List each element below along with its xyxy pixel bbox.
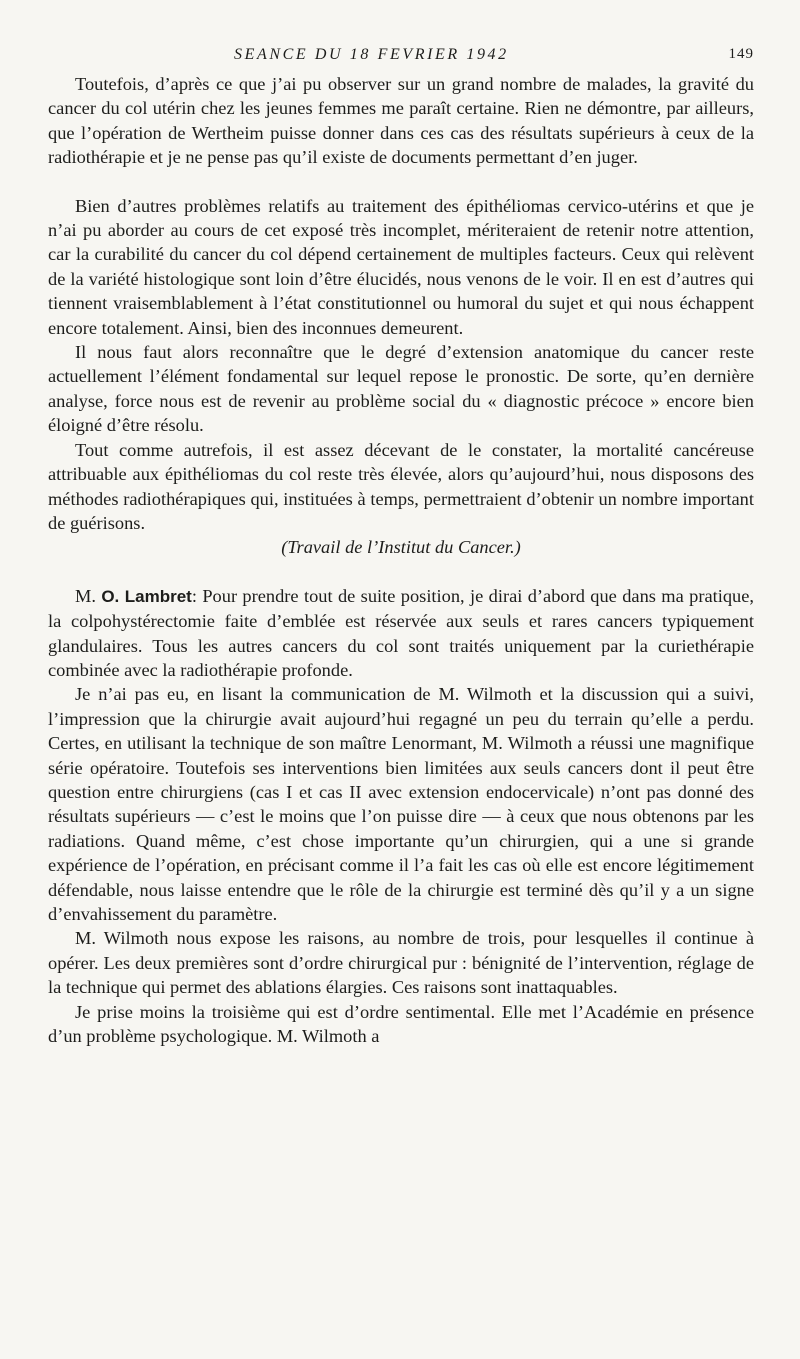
page-header: [48, 38, 754, 72]
document-page: [48, 38, 754, 1048]
paragraph-gap: [48, 170, 754, 194]
paragraph-1: Toutefois, d’après ce que j’ai pu observer sur un grand nombre de malades, la gravité du cancer du col utérin chez les jeunes femmes me paraît certaine. Rien ne démontre, par ailleurs, que l’opération de Wertheim puisse donner dans ces cas des résultats supérieurs à ceux de la radiothérapie et je ne pense pas qu’il existe de documents permettant d’en juger.: [48, 74, 754, 168]
paragraph-8: Je prise moins la troisième qui est d’ordre sentimental. Elle met l’Académie en présence d’un problème psychologique. M. Wilmoth a: [48, 1001, 754, 1047]
source-caption: (Travail de l’Institut du Cancer.): [281, 537, 521, 558]
paragraph-3: Il nous faut alors reconnaître que le degré d’extension anatomique du cancer reste actuellement l’élément fondamental sur lequel repose le pronostic. De sorte, qu’en dernière analyse, force nous est de revenir au problème social du « diagnostic précoce » encore bien éloigné d’être résolu.: [48, 342, 754, 436]
paragraph-6: Je n’ai pas eu, en lisant la communication de M. Wilmoth et la discussion qui a suivi, l’impression que la chirurgie avait aujourd’hui regagné un peu du terrain qu’elle a perdu. Certes, en utilisant la technique de son maître Lenormant, M. Wilmoth a réussi une magnifique série opératoire. Toutefois ses interventions bien limitées aux seuls cancers dont il peut être question entre chirurgiens (cas I et cas II avec extension endocervicale) n’ont pas donné des résultats supérieurs — c’est le moins que l’on puisse dire — à ceux que nous obtenons par les radiations. Quand même, c’est chose importante qu’un chirurgien, qui a une si grande expérience de l’opération, en précisant comme il l’a fait les cas où elle est encore légitimement défendable, nous laisse entendre que le rôle de la chirurgie est terminé dès qu’il y a un signe d’envahissement du paramètre.: [48, 684, 754, 924]
paragraph-5: [48, 584, 754, 683]
paragraph-5-text: : Pour prendre tout de suite position, je dirai d’abord que dans ma pratique, la colpohystérectomie faite d’emblée est réservée aux seuls et rares cancers typiquement glandulaires. Tous les autres cancers du col sont traités uniquement par la curiethérapie combinée avec la radiothérapie profonde.: [48, 585, 754, 680]
running-title: SEANCE DU 18 FEVRIER 1942: [234, 46, 509, 63]
speaker-name: O. Lambret: [101, 586, 192, 606]
paragraph-2: Bien d’autres problèmes relatifs au traitement des épithéliomas cervico-utérins et que je n’ai pu aborder au cours de cet exposé très incomplet, mériteraient de retenir notre attention, car la curabilité du cancer du col dépend certainement de multiples facteurs. Ceux qui relèvent de la variété histologique sont loin d’être élucidés, nous venons de le voir. Il en est d’autres qui tiennent vraisemblablement à l’état constitutionnel ou humoral du sujet et qui nous échappent encore totalement. Ainsi, bien des inconnues demeurent.: [48, 195, 754, 338]
paragraph-7: M. Wilmoth nous expose les raisons, au nombre de trois, pour lesquelles il continue à opérer. Les deux premières sont d’ordre chirurgical pur : bénignité de l’intervention, réglage de la technique qui permet des ablations élargies. Ces raisons sont inattaquables.: [48, 928, 754, 998]
speaker-prefix: M.: [75, 585, 102, 606]
paragraph-4: Tout comme autrefois, il est assez décevant de le constater, la mortalité cancéreuse attribuable aux épithéliomas du col reste très élevée, alors qu’aujourd’hui, nous disposons des méthodes radiothérapiques qui, instituées à temps, permettraient d’obtenir un nombre important de guérisons.: [48, 439, 754, 533]
page-number: 149: [728, 46, 754, 62]
